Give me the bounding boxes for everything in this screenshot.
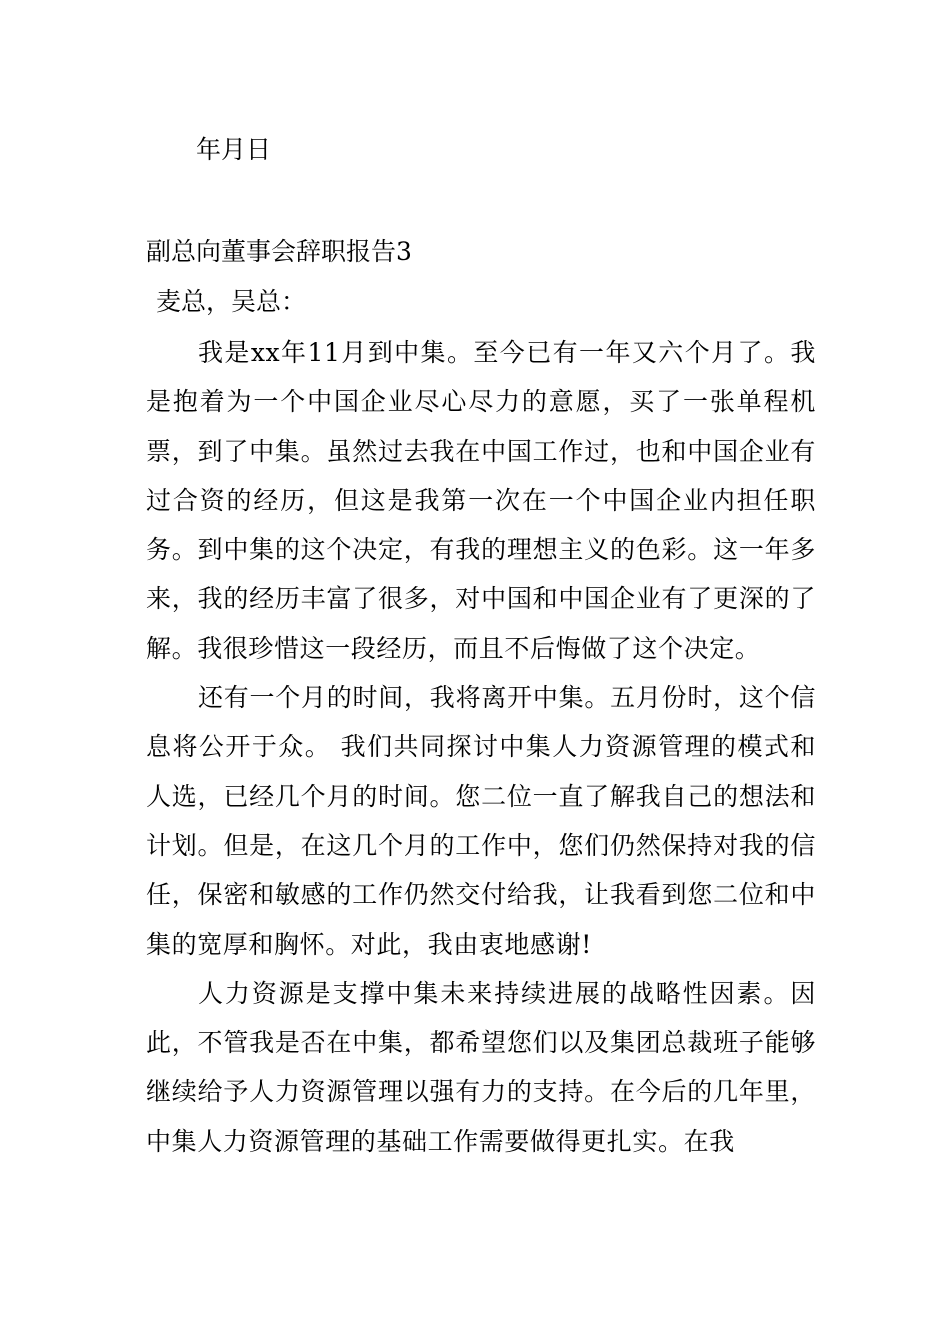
document-title: 副总向董事会辞职报告3 bbox=[146, 237, 412, 266]
date-line: 年月日 bbox=[196, 135, 272, 164]
salutation: 麦总，吴总： bbox=[156, 287, 307, 316]
paragraph-3: 人力资源是支撑中集未来持续进展的战略性因素。因此，不管我是否在中集，都希望您们以及集团总裁班子能够继续给予人力资源管理以强有力的支持。在今后的几年里，中集人力资源管理的基础工作需要做得更扎实。在我 bbox=[146, 978, 816, 1156]
paragraph-1: 我是xx年11月到中集。至今已有一年又六个月了。我是抱着为一个中国企业尽心尽力的意愿，买了一张单程机票，到了中集。虽然过去我在中国工作过，也和中国企业有过合资的经历，但这是我第一次在一个中国企业内担任职务。到中集的这个决定，有我的理想主义的色彩。这一年多来，我的经历丰富了很多，对中国和中国企业有了更深的了解。我很珍惜这一段经历，而且不后悔做了这个决定。 bbox=[146, 338, 816, 663]
letter-body bbox=[146, 328, 816, 1166]
paragraph-2: 还有一个月的时间，我将离开中集。五月份时，这个信息将公开于众。 我们共同探讨中集人力资源管理的模式和人选，已经几个月的时间。您二位一直了解我自己的想法和计划。但是，在这几个月的工作中，您们仍然保持对我的信任，保密和敏感的工作仍然交付给我，让我看到您二位和中集的宽厚和胸怀。对此，我由衷地感谢! bbox=[146, 683, 816, 959]
